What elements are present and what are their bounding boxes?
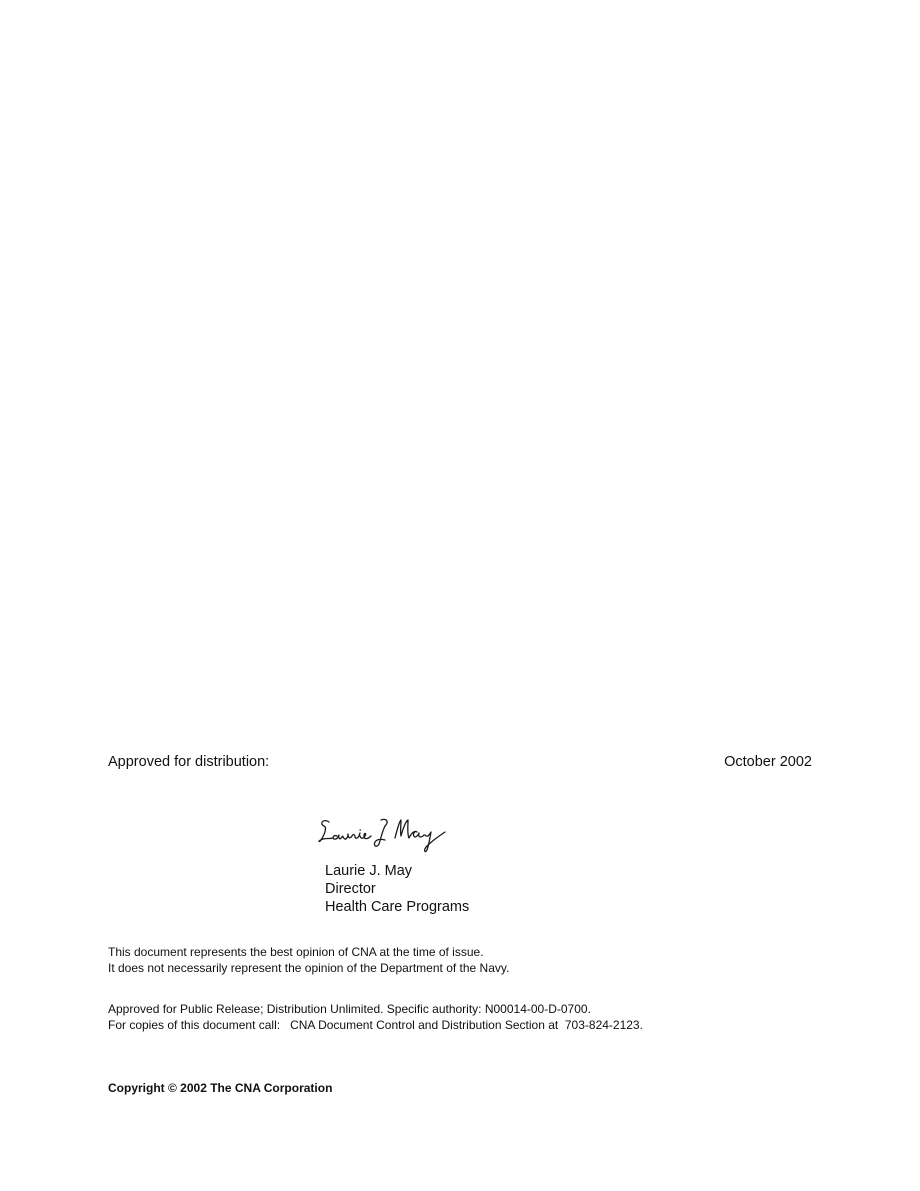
disclaimer-text [108,944,509,976]
signature-image [315,812,455,858]
signer-department: Health Care Programs [325,899,470,915]
approval-date: October 2002 [724,754,812,770]
copyright-notice: Copyright © 2002 The CNA Corporation [108,1081,333,1095]
signer-block [325,862,469,916]
release-line-1: Approved for Public Release; Distribution Unlimited. Specific authority: N00014-00-D-0700. [108,1002,591,1016]
release-line-2: For copies of this document call: CNA Document Control and Distribution Section at 703-824-2123. [108,1018,643,1032]
disclaimer-line-1: This document represents the best opinion of CNA at the time of issue. [108,945,484,959]
signer-title: Director [325,881,376,897]
disclaimer-line-2: It does not necessarily represent the opinion of the Department of the Navy. [108,961,510,975]
release-statement [108,1001,643,1033]
approved-for-distribution-label: Approved for distribution: [108,754,270,770]
signer-name: Laurie J. May [325,863,413,879]
